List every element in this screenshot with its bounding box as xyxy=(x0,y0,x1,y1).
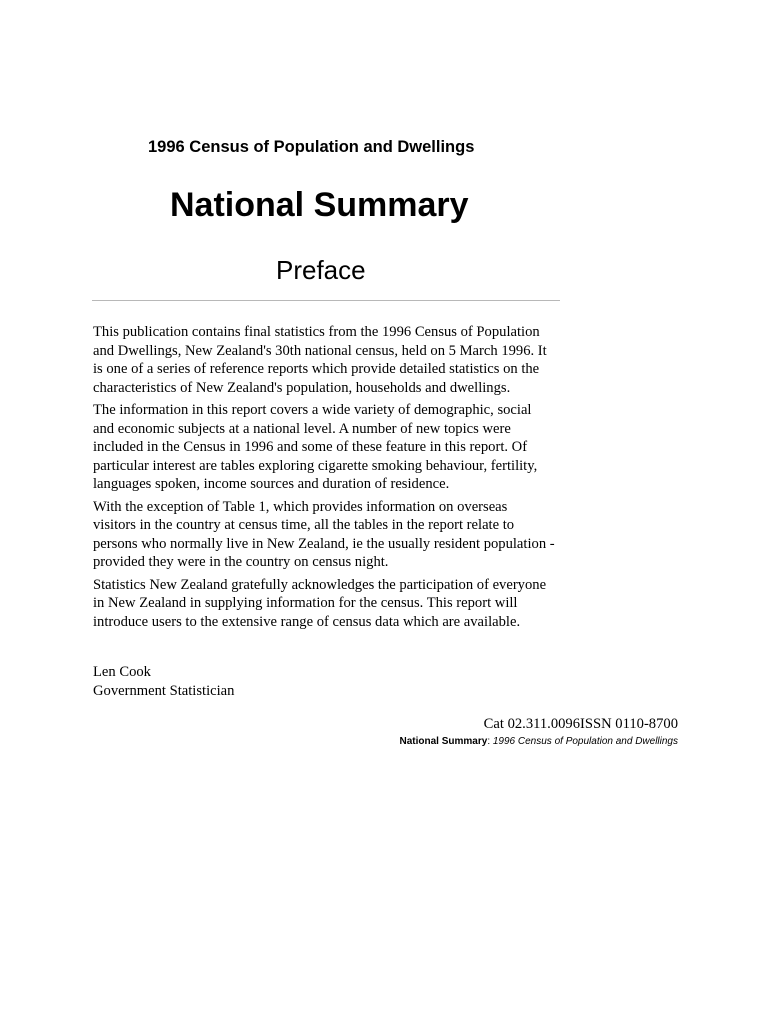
page-title: National Summary xyxy=(170,186,469,224)
signatory-name: Len Cook xyxy=(93,664,151,680)
paragraph: The information in this report covers a wide variety of demographic, social and economic subjects at a national level. A number of new topics were included in the Census in 1996 and some of these feature in this report. Of particular interest are tables exploring cigarette smoking behaviour, fertility, languages spoken, income sources and duration of residence. xyxy=(93,402,538,492)
divider xyxy=(92,300,560,301)
paragraph: Statistics New Zealand gratefully acknowledges the participation of everyone in New Zealand in supplying information for the census. This report will introduce users to the extensive range of census data which are available. xyxy=(93,576,547,630)
signature-block xyxy=(93,663,234,701)
paragraph: This publication contains final statistics from the 1996 Census of Population and Dwellings, New Zealand's 30th national census, held on 5 March 1996. It is one of a series of reference reports which provide detailed statistics on the characteristics of New Zealand's population, households and dwellings. xyxy=(93,324,547,396)
footer-publication: National Summary xyxy=(399,736,488,747)
signatory-role: Government Statistician xyxy=(93,683,235,699)
report-subtitle: 1996 Census of Population and Dwellings xyxy=(148,138,475,156)
paragraph: With the exception of Table 1, which provides information on overseas visitors in the country at census time, all the tables in the report relate to persons who normally live in New Zealand, ie the usually resident population - provided they were in the country on census night. xyxy=(93,498,555,570)
footer-separator: : xyxy=(487,736,493,747)
preface-body xyxy=(93,323,593,635)
footer-series: 1996 Census of Population and Dwellings xyxy=(492,736,678,747)
running-footer xyxy=(400,736,679,747)
catalog-number: Cat 02.311.0096ISSN 0110-8700 xyxy=(483,716,678,732)
section-title: Preface xyxy=(276,255,366,285)
